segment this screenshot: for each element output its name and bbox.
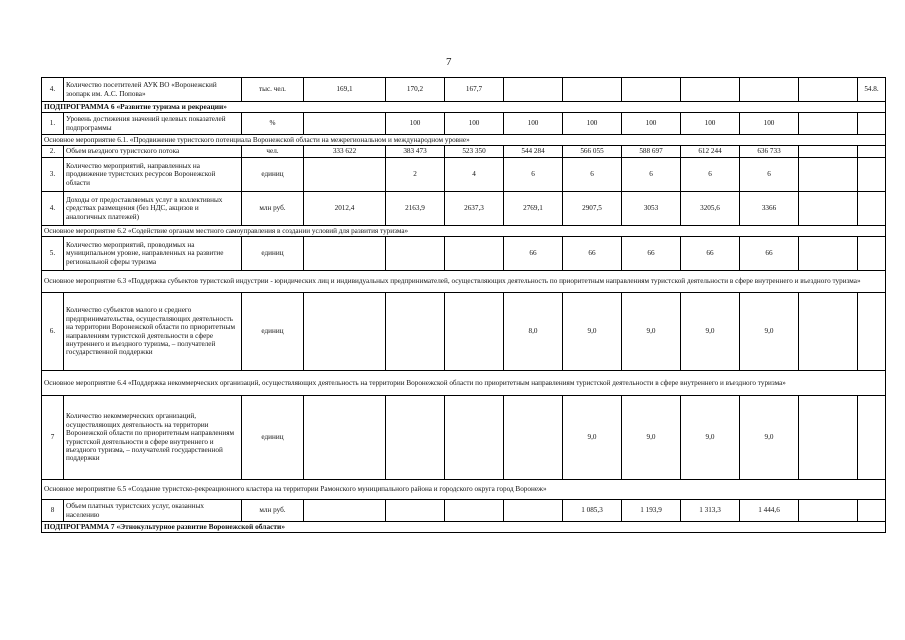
row-number: 3. xyxy=(42,158,64,192)
row-number: 4. xyxy=(42,192,64,226)
value-cell xyxy=(504,396,563,480)
value-cell: 9,0 xyxy=(681,293,740,371)
event-title: Основное мероприятие 6.2 «Содействие органам местного самоуправления в создании условий для развития туризма» xyxy=(42,226,886,237)
value-cell: 566 055 xyxy=(563,146,622,158)
row-number: 1. xyxy=(42,113,64,135)
row-number: 2. xyxy=(42,146,64,158)
value-cell: 9,0 xyxy=(740,293,799,371)
table-row xyxy=(42,113,886,135)
value-cell: 100 xyxy=(622,113,681,135)
value-cell: 4 xyxy=(445,158,504,192)
value-cell: 1 085,3 xyxy=(563,500,622,522)
value-cell xyxy=(740,78,799,102)
value-cell: 333 622 xyxy=(304,146,386,158)
value-cell: 6 xyxy=(563,158,622,192)
value-cell: 9,0 xyxy=(622,396,681,480)
unit-cell: % xyxy=(242,113,304,135)
indicator-name: Количество мероприятий, направленных на продвижение туристских ресурсов Воронежской области xyxy=(64,158,242,192)
value-cell xyxy=(386,500,445,522)
indicator-name: Количество посетителей АУК ВО «Воронежский зоопарк им. А.С. Попова» xyxy=(64,78,242,102)
table-row xyxy=(42,237,886,271)
value-cell: 66 xyxy=(563,237,622,271)
value-cell xyxy=(681,78,740,102)
row-number: 8 xyxy=(42,500,64,522)
value-cell xyxy=(386,237,445,271)
value-cell xyxy=(304,396,386,480)
value-cell xyxy=(386,293,445,371)
value-cell: 6 xyxy=(681,158,740,192)
value-cell: 2769,1 xyxy=(504,192,563,226)
value-cell xyxy=(304,237,386,271)
value-cell: 2637,3 xyxy=(445,192,504,226)
table-row xyxy=(42,192,886,226)
value-cell: 9,0 xyxy=(563,396,622,480)
event-title: Основное мероприятие 6.3 «Поддержка субъектов туристской индустрии - юридических лиц и индивидуальных предпринимателей, осуществляющих деятельность по приоритетным направлениям туристской деятельности в сфере внутреннего и въездного туризма» xyxy=(42,271,886,293)
value-cell: 1 193,9 xyxy=(622,500,681,522)
value-cell xyxy=(304,293,386,371)
value-cell: 66 xyxy=(504,237,563,271)
value-cell: 169,1 xyxy=(304,78,386,102)
value-cell xyxy=(445,396,504,480)
value-cell: 100 xyxy=(386,113,445,135)
subprogram-title: ПОДПРОГРАММА 6 «Развитие туризма и рекреации» xyxy=(42,102,886,113)
value-cell: 2163,9 xyxy=(386,192,445,226)
indicator-table xyxy=(41,77,886,533)
value-cell: 9,0 xyxy=(740,396,799,480)
unit-cell: единиц xyxy=(242,293,304,371)
page-number: 7 xyxy=(446,56,452,68)
indicator-name: Доходы от предоставляемых услуг в коллективных средствах размещения (без НДС, акцизов и аналогичных платежей) xyxy=(64,192,242,226)
value-cell: 544 284 xyxy=(504,146,563,158)
event-title: Основное мероприятие 6.5 «Создание туристско-рекреационного кластера на территории Рамонского муниципального района и городского округа город Воронеж» xyxy=(42,480,886,500)
value-cell xyxy=(858,237,886,271)
value-cell xyxy=(504,78,563,102)
value-cell: 3205,6 xyxy=(681,192,740,226)
indicator-name: Количество мероприятий, проводимых на муниципальном уровне, направленных на развитие региональной сферы туризма xyxy=(64,237,242,271)
value-cell xyxy=(858,113,886,135)
value-cell xyxy=(799,293,858,371)
value-cell: 100 xyxy=(740,113,799,135)
value-cell xyxy=(799,192,858,226)
value-cell: 1 444,6 xyxy=(740,500,799,522)
value-cell: 588 697 xyxy=(622,146,681,158)
unit-cell: млн руб. xyxy=(242,500,304,522)
row-number: 7 xyxy=(42,396,64,480)
value-cell: 170,2 xyxy=(386,78,445,102)
table-row xyxy=(42,158,886,192)
value-cell xyxy=(799,500,858,522)
value-cell xyxy=(858,293,886,371)
value-cell: 2 xyxy=(386,158,445,192)
row-number: 4. xyxy=(42,78,64,102)
value-cell: 3366 xyxy=(740,192,799,226)
event-header xyxy=(42,480,886,500)
value-cell: 100 xyxy=(681,113,740,135)
value-cell: 66 xyxy=(622,237,681,271)
value-cell xyxy=(445,237,504,271)
subprogram-title: ПОДПРОГРАММА 7 «Этнокультурное развитие Воронежской области» xyxy=(42,522,886,533)
value-cell: 54.8. xyxy=(858,78,886,102)
value-cell: 9,0 xyxy=(622,293,681,371)
value-cell xyxy=(563,78,622,102)
value-cell: 612 244 xyxy=(681,146,740,158)
value-cell: 2012,4 xyxy=(304,192,386,226)
event-header xyxy=(42,371,886,396)
value-cell xyxy=(622,78,681,102)
event-title: Основное мероприятие 6.1. «Продвижение туристского потенциала Воронежской области на межрегиональном и международном уровне» xyxy=(42,135,886,146)
indicator-name: Количество субъектов малого и среднего предпринимательства, осуществляющих деятельность на территории Воронежской области по приоритетным направлениям туристской деятельности в сфере внутреннего и въездного туризма, – получателей государственной поддержки xyxy=(64,293,242,371)
row-number: 5. xyxy=(42,237,64,271)
unit-cell: тыс. чел. xyxy=(242,78,304,102)
value-cell xyxy=(445,293,504,371)
value-cell: 523 350 xyxy=(445,146,504,158)
value-cell xyxy=(858,158,886,192)
value-cell xyxy=(504,500,563,522)
value-cell xyxy=(386,396,445,480)
value-cell xyxy=(304,158,386,192)
value-cell: 100 xyxy=(563,113,622,135)
value-cell xyxy=(304,113,386,135)
value-cell xyxy=(858,500,886,522)
indicator-name: Объем платных туристских услуг, оказанных населению xyxy=(64,500,242,522)
value-cell: 100 xyxy=(445,113,504,135)
value-cell xyxy=(304,500,386,522)
value-cell xyxy=(799,78,858,102)
value-cell xyxy=(445,500,504,522)
value-cell: 3053 xyxy=(622,192,681,226)
unit-cell: единиц xyxy=(242,396,304,480)
value-cell: 6 xyxy=(504,158,563,192)
indicator-name: Объем въездного туристского потока xyxy=(64,146,242,158)
value-cell: 66 xyxy=(681,237,740,271)
value-cell xyxy=(799,237,858,271)
event-title: Основное мероприятие 6.4 «Поддержка некоммерческих организаций, осуществляющих деятельность на территории Воронежской области по приоритетным направлениям туристской деятельности в сфере внутреннего и въездного туризма» xyxy=(42,371,886,396)
value-cell xyxy=(858,192,886,226)
unit-cell: чел. xyxy=(242,146,304,158)
row-number: 6. xyxy=(42,293,64,371)
value-cell: 1 313,3 xyxy=(681,500,740,522)
indicator-name: Уровень достижения значений целевых показателей подпрограммы xyxy=(64,113,242,135)
value-cell: 6 xyxy=(740,158,799,192)
value-cell xyxy=(858,396,886,480)
value-cell: 8,0 xyxy=(504,293,563,371)
value-cell: 167,7 xyxy=(445,78,504,102)
event-header xyxy=(42,135,886,146)
indicator-name: Количество некоммерческих организаций, осуществляющих деятельность на территории Воронежской области по приоритетным направлениям туристской деятельности в сфере внутреннего и въездного туризма, – получателей государственной поддержки xyxy=(64,396,242,480)
value-cell: 636 733 xyxy=(740,146,799,158)
value-cell xyxy=(799,158,858,192)
value-cell: 6 xyxy=(622,158,681,192)
table-row xyxy=(42,293,886,371)
subprogram-header xyxy=(42,102,886,113)
table-row xyxy=(42,78,886,102)
value-cell xyxy=(799,146,858,158)
value-cell xyxy=(799,113,858,135)
unit-cell: единиц xyxy=(242,237,304,271)
subprogram-header xyxy=(42,522,886,533)
table-row xyxy=(42,146,886,158)
value-cell: 2907,5 xyxy=(563,192,622,226)
unit-cell: млн руб. xyxy=(242,192,304,226)
unit-cell: единиц xyxy=(242,158,304,192)
table-row xyxy=(42,500,886,522)
value-cell: 9,0 xyxy=(563,293,622,371)
table-row xyxy=(42,396,886,480)
event-header xyxy=(42,271,886,293)
event-header xyxy=(42,226,886,237)
value-cell xyxy=(799,396,858,480)
value-cell: 66 xyxy=(740,237,799,271)
value-cell: 383 473 xyxy=(386,146,445,158)
value-cell: 100 xyxy=(504,113,563,135)
value-cell: 9,0 xyxy=(681,396,740,480)
value-cell xyxy=(858,146,886,158)
